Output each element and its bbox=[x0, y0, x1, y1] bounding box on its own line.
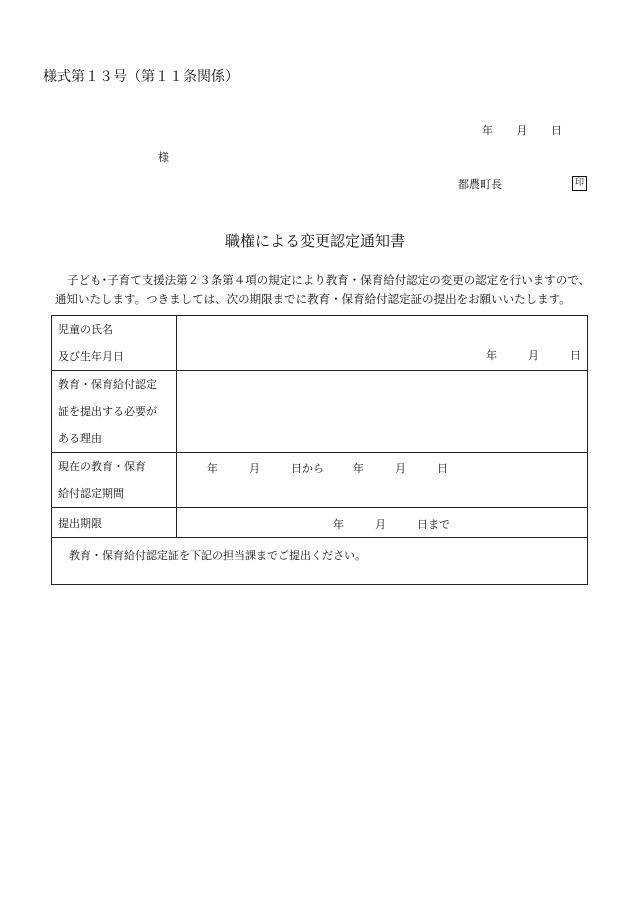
period-label-line-1: 現在の教育・保育 bbox=[58, 460, 146, 473]
period-start-day: 日から bbox=[291, 462, 324, 475]
table-row-deadline bbox=[52, 508, 588, 538]
deadline-year: 年 bbox=[333, 518, 344, 531]
form-number: 様式第１３号（第１１条関係） bbox=[43, 69, 239, 85]
notice-form-table bbox=[51, 315, 588, 585]
period-end-month: 月 bbox=[395, 462, 406, 475]
table-row-note bbox=[52, 538, 588, 585]
table-row-reason bbox=[52, 371, 588, 453]
issue-date-month: 月 bbox=[516, 124, 528, 137]
submission-deadline bbox=[333, 516, 450, 532]
deadline-month: 月 bbox=[375, 518, 386, 531]
period-start-year: 年 bbox=[207, 462, 218, 475]
deadline-value-cell bbox=[177, 508, 588, 538]
reason-label-cell bbox=[52, 371, 177, 453]
reason-label-line-3: ある理由 bbox=[58, 432, 102, 445]
table-row-period bbox=[52, 453, 588, 508]
birth-date bbox=[486, 347, 581, 363]
issue-date bbox=[482, 122, 562, 138]
issue-date-day: 日 bbox=[551, 124, 562, 137]
reason-label-line-1: 教育・保育給付認定 bbox=[58, 378, 157, 391]
reason-label-line-2: 証を提出する必要が bbox=[58, 405, 157, 418]
period-end-day: 日 bbox=[437, 462, 448, 475]
period-end-year: 年 bbox=[353, 462, 364, 475]
birth-month: 月 bbox=[528, 349, 539, 362]
period-value-cell bbox=[177, 453, 588, 508]
issue-date-year: 年 bbox=[482, 124, 493, 137]
deadline-day: 日まで bbox=[417, 518, 450, 531]
addressee-honorific: 様 bbox=[158, 151, 169, 164]
notice-body-line-2: 通知いたします。つきましては、次の期限までに教育・保育給付認定証の提出をお願いいたします。 bbox=[55, 292, 571, 306]
reason-value-cell bbox=[177, 371, 588, 453]
period-label-cell bbox=[52, 453, 177, 508]
child-label-line-1: 児童の氏名 bbox=[58, 323, 113, 336]
child-value-cell bbox=[177, 316, 588, 371]
period-label-line-2: 給付認定期間 bbox=[58, 487, 124, 500]
notice-body-line-1: 子ども･子育て支援法第２３条第４項の規定により教育・保育給付認定の変更の認定を行いますので、 bbox=[67, 273, 591, 287]
deadline-label: 提出期限 bbox=[58, 516, 102, 530]
document-title: 職権による変更認定通知書 bbox=[224, 232, 405, 250]
seal-stamp: 印 bbox=[572, 176, 587, 191]
period-start-month: 月 bbox=[249, 462, 260, 475]
child-label-cell bbox=[52, 316, 177, 371]
child-label-line-2: 及び生年月日 bbox=[58, 350, 124, 363]
issuer-title: 都農町長 bbox=[458, 178, 502, 191]
submission-note: 教育・保育給付認定証を下記の担当課までご提出ください。 bbox=[52, 538, 588, 585]
certification-period bbox=[207, 460, 448, 476]
deadline-label-cell bbox=[52, 508, 177, 538]
birth-year: 年 bbox=[486, 349, 497, 362]
notice-body bbox=[55, 271, 590, 309]
birth-day: 日 bbox=[570, 349, 581, 362]
table-row-child bbox=[52, 316, 588, 371]
